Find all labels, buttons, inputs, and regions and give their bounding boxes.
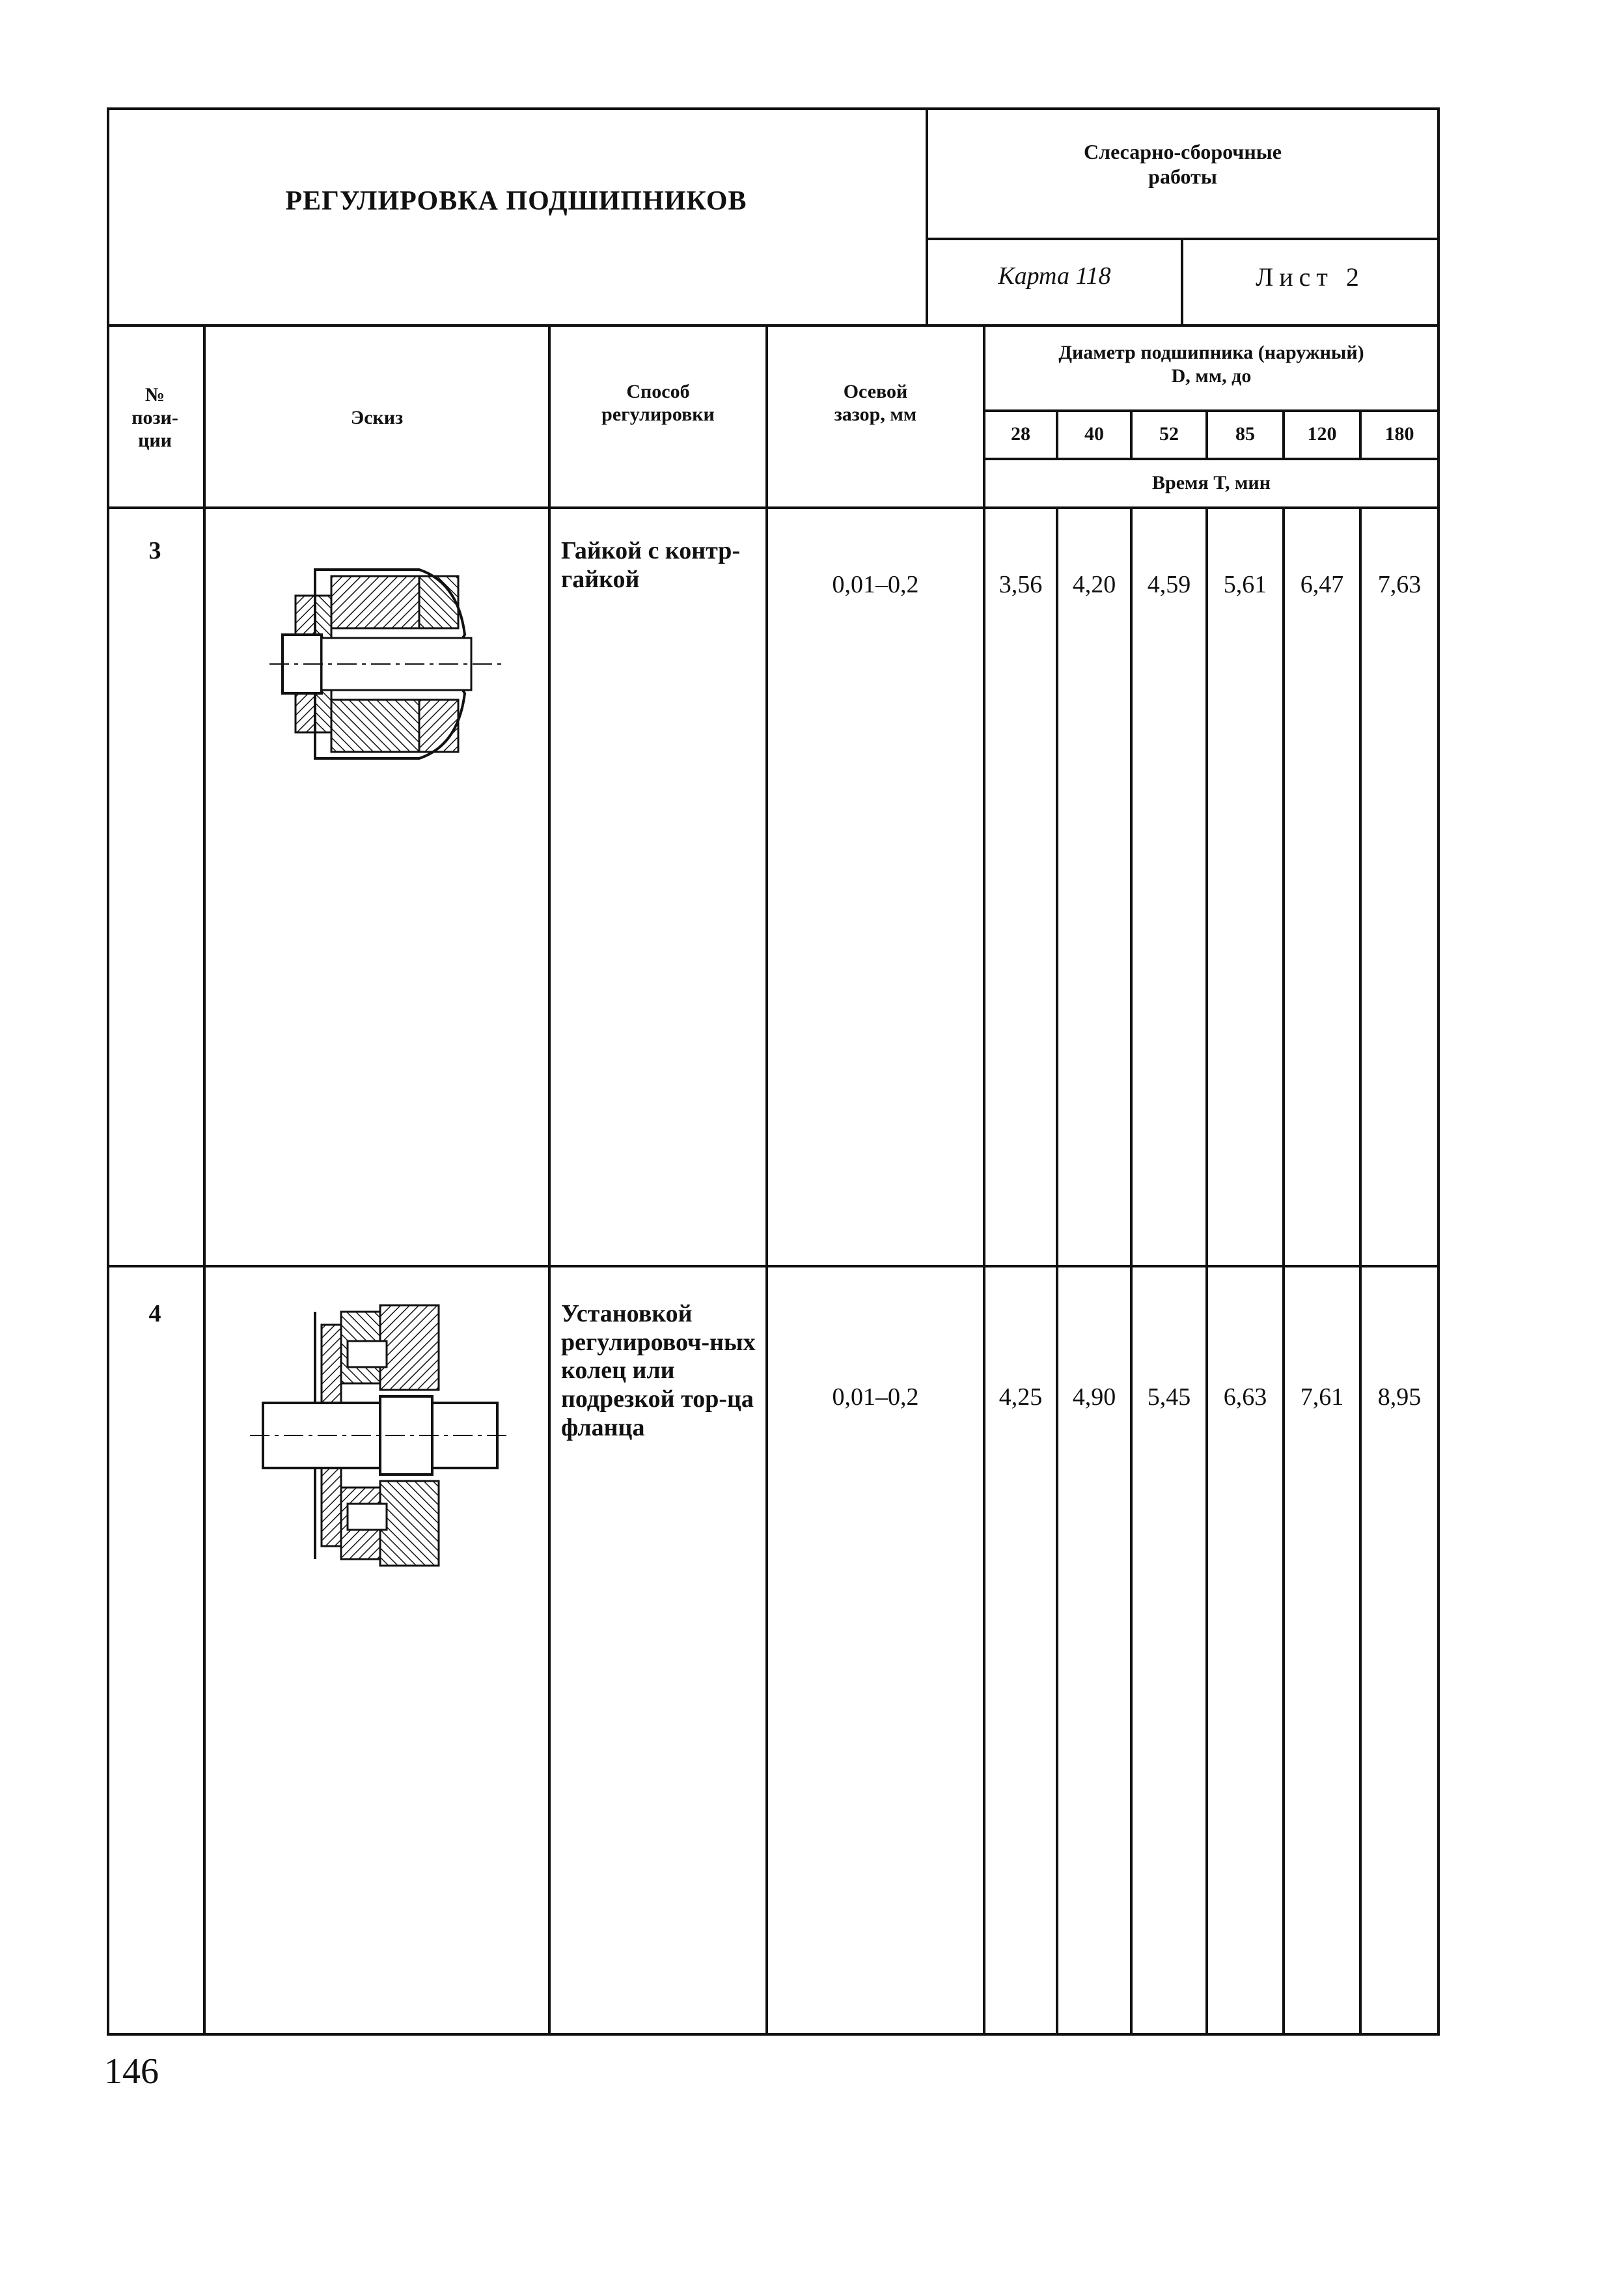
diameter-85: 85 xyxy=(1235,423,1255,445)
col-method-l1: Способ xyxy=(626,381,690,402)
diam-line-1 xyxy=(983,409,1440,412)
row-4-position: 4 xyxy=(148,1300,161,1327)
diameter-52: 52 xyxy=(1159,423,1179,445)
process-card-table xyxy=(107,107,1440,2034)
bearing-nut-sketch xyxy=(269,557,504,771)
frame-bottom xyxy=(107,2033,1440,2036)
row-3-time-52: 4,59 xyxy=(1147,571,1191,598)
diameter-40: 40 xyxy=(1084,423,1104,445)
row-4-time-28: 4,25 xyxy=(998,1383,1043,1411)
page-title: РЕГУЛИРОВКА ПОДШИПНИКОВ xyxy=(285,186,747,216)
row-4-time-52: 5,45 xyxy=(1147,1383,1191,1411)
row-3-method: Гайкой с контр-гайкой xyxy=(561,537,741,593)
row-3-time-180: 7,63 xyxy=(1377,571,1422,598)
time-sub-4 xyxy=(1282,506,1285,2034)
row-3-position: 3 xyxy=(148,537,161,564)
diameter-180: 180 xyxy=(1384,423,1414,445)
row-3-time-28: 3,56 xyxy=(998,571,1043,598)
diameter-28: 28 xyxy=(1011,423,1030,445)
page-number: 146 xyxy=(104,2051,159,2092)
row-4-method: Установкой регулировоч-ных колец или подрезкой тор-ца фланца xyxy=(561,1300,756,1441)
col-clearance-l1: Осевой xyxy=(843,381,908,402)
row-4-clearance: 0,01–0,2 xyxy=(832,1383,919,1411)
row-4-time-85: 6,63 xyxy=(1223,1383,1267,1411)
row-3-time-40: 4,20 xyxy=(1072,571,1116,598)
time-sub-1 xyxy=(1056,506,1058,2034)
row-4-time-120: 7,61 xyxy=(1300,1383,1344,1411)
row-4-time-180: 8,95 xyxy=(1377,1383,1422,1411)
frame-top xyxy=(107,107,1440,110)
col-diameter-l1: Диаметр подшипника (наружный) xyxy=(1058,342,1364,363)
column-header-bottom xyxy=(107,506,1440,509)
sheet-number: Лист 2 xyxy=(1256,262,1365,292)
row-3-time-85: 5,61 xyxy=(1223,571,1267,598)
col-position-l2: пози- xyxy=(131,407,178,428)
col-method-l2: регулировки xyxy=(601,404,715,425)
time-sub-2 xyxy=(1130,506,1133,2034)
col-line-2 xyxy=(548,324,551,2034)
col-position-l3: ции xyxy=(138,430,172,451)
col-time: Время T, мин xyxy=(1152,472,1271,493)
diameter-120: 120 xyxy=(1307,423,1337,445)
row-4-time-40: 4,90 xyxy=(1072,1383,1116,1411)
row-divider xyxy=(107,1265,1440,1267)
bearing-shim-ring-sketch xyxy=(250,1299,510,1572)
col-diameter-l2: D, мм, до xyxy=(1171,365,1252,387)
row-3-clearance: 0,01–0,2 xyxy=(832,571,919,598)
time-sub-3 xyxy=(1205,506,1208,2034)
card-number: Карта 118 xyxy=(998,262,1111,290)
header-bottom-line xyxy=(107,324,1440,327)
section-line-2: работы xyxy=(1148,165,1217,188)
time-sub-5 xyxy=(1359,506,1362,2034)
section-line-1: Слесарно-сборочные xyxy=(1084,140,1282,163)
col-clearance-l2: зазор, мм xyxy=(834,404,917,425)
row-3-time-120: 6,47 xyxy=(1300,571,1344,598)
frame-right xyxy=(1437,107,1440,2036)
col-position-l1: № xyxy=(145,384,165,406)
col-line-1 xyxy=(203,324,206,2034)
col-sketch: Эскиз xyxy=(350,407,404,428)
diam-line-2 xyxy=(983,458,1440,460)
